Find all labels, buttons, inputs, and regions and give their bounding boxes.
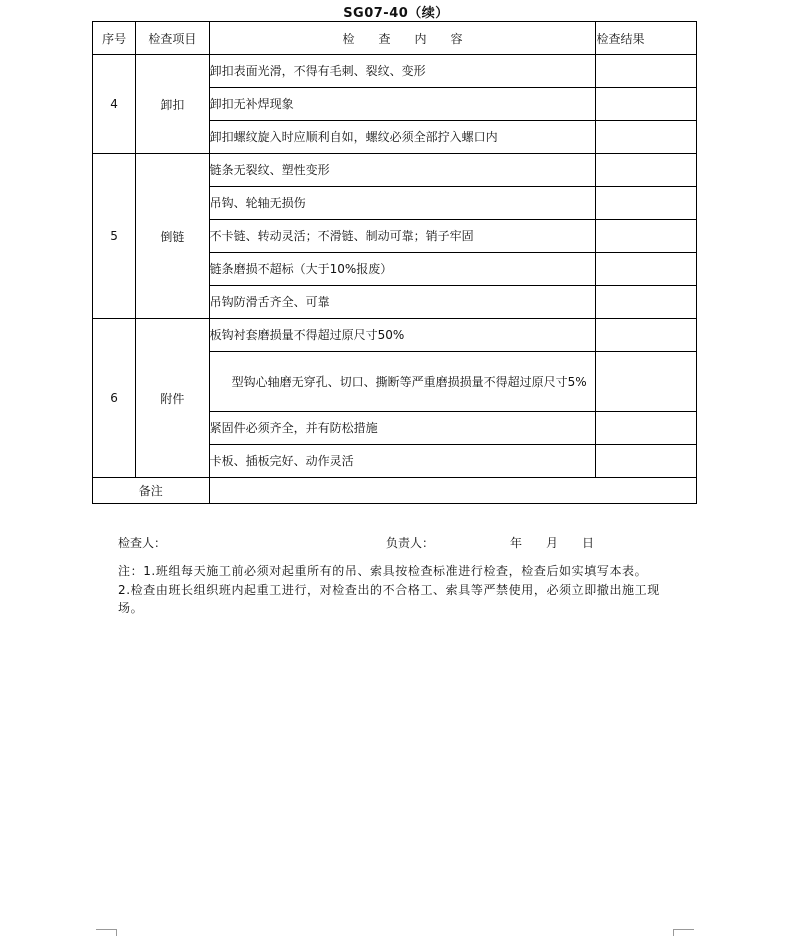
group-item: 卸扣	[136, 55, 209, 154]
notes-section	[118, 562, 678, 618]
check-content: 卸扣表面光滑，不得有毛刺、裂纹、变形	[209, 55, 596, 88]
month-label: 月	[546, 536, 559, 550]
header-no: 序号	[93, 22, 136, 55]
header-content: 检 查 内 容	[209, 22, 596, 55]
check-content: 链条无裂纹、塑性变形	[209, 154, 596, 187]
check-content: 板钩衬套磨损量不得超过原尺寸50%	[209, 319, 596, 352]
group-item: 附件	[136, 319, 209, 478]
check-content: 卸扣无补焊现象	[209, 88, 596, 121]
check-content: 卸扣螺纹旋入时应顺利自如，螺纹必须全部拧入螺口内	[209, 121, 596, 154]
group-number: 4	[93, 55, 136, 154]
remark-row	[93, 478, 697, 504]
check-content: 不卡链、转动灵活；不滑链、制动可靠；销子牢固	[209, 220, 596, 253]
note-item: 2.检查由班长组织班内起重工进行，对检查出的不合格工、索具等严禁使用，必须立即撤出施工现场。	[118, 583, 660, 615]
check-content: 吊钩、轮轴无损伤	[209, 187, 596, 220]
note-item: 注：1.班组每天施工前必须对起重所有的吊、索具按检查标准进行检查，检查后如实填写本表。	[118, 564, 648, 578]
group-item: 倒链	[136, 154, 209, 319]
page-corner-mark	[96, 929, 117, 936]
day-label: 日	[582, 536, 595, 550]
inspector-label: 检查人：	[118, 536, 167, 550]
check-result-cell[interactable]	[596, 187, 697, 220]
remark-label: 备注	[93, 478, 210, 504]
table-row	[93, 55, 697, 88]
check-result-cell[interactable]	[596, 220, 697, 253]
header-result: 检查结果	[596, 22, 697, 55]
group-number: 6	[93, 319, 136, 478]
check-content: 卡板、插板完好、动作灵活	[209, 445, 596, 478]
check-result-cell[interactable]	[596, 412, 697, 445]
signature-line	[118, 534, 678, 552]
check-result-cell[interactable]	[596, 319, 697, 352]
check-result-cell[interactable]	[596, 121, 697, 154]
check-result-cell[interactable]	[596, 445, 697, 478]
check-result-cell[interactable]	[596, 154, 697, 187]
check-result-cell[interactable]	[596, 286, 697, 319]
group-number: 5	[93, 154, 136, 319]
responsible-label: 负责人：	[386, 536, 435, 550]
check-content: 链条磨损不超标（大于10%报废）	[209, 253, 596, 286]
document-title: SG07-40（续）	[343, 6, 449, 21]
check-content: 吊钩防滑舌齐全、可靠	[209, 286, 596, 319]
page-corner-mark	[673, 929, 694, 936]
check-content: 紧固件必须齐全，并有防松措施	[209, 412, 596, 445]
check-result-cell[interactable]	[596, 253, 697, 286]
inspection-table	[92, 21, 697, 504]
check-content: 型钩心轴磨无穿孔、切口、撕断等严重磨损损量不得超过原尺寸5%	[209, 352, 596, 412]
check-result-cell[interactable]	[596, 55, 697, 88]
remark-cell[interactable]	[209, 478, 696, 504]
table-header-row	[93, 22, 697, 55]
header-item: 检查项目	[136, 22, 209, 55]
check-result-cell[interactable]	[596, 352, 697, 412]
table-row	[93, 154, 697, 187]
check-result-cell[interactable]	[596, 88, 697, 121]
table-row	[93, 319, 697, 352]
year-label: 年	[510, 536, 523, 550]
